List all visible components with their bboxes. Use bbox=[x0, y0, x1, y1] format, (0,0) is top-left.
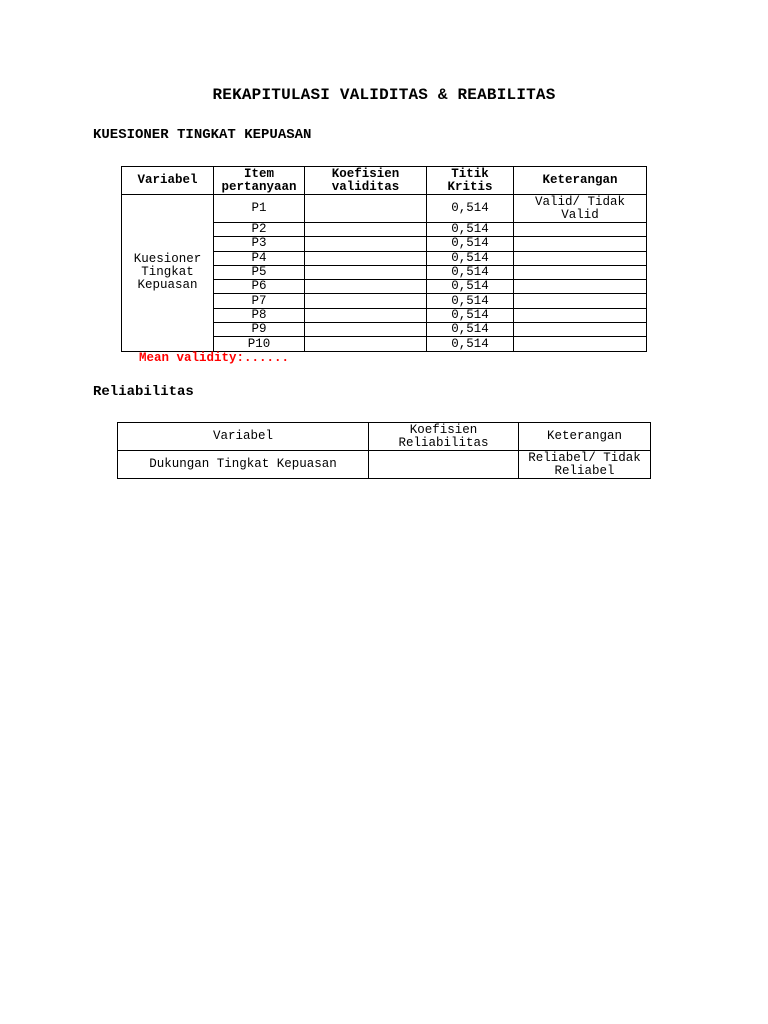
critical-value-cell: 0,514 bbox=[427, 223, 514, 237]
note-cell bbox=[514, 308, 647, 322]
header-keterangan: Keterangan bbox=[519, 423, 651, 451]
critical-value-cell: 0,514 bbox=[427, 265, 514, 279]
header-koefisien-validitas: Koefisien validitas bbox=[305, 167, 427, 195]
critical-value-cell: 0,514 bbox=[427, 237, 514, 251]
mean-validity-note: Mean validity:...... bbox=[139, 351, 290, 365]
note-cell bbox=[514, 237, 647, 251]
note-cell bbox=[514, 265, 647, 279]
note-cell bbox=[514, 223, 647, 237]
item-cell: P2 bbox=[214, 223, 305, 237]
critical-value-cell: 0,514 bbox=[427, 337, 514, 351]
validity-section-heading: KUESIONER TINGKAT KEPUASAN bbox=[93, 127, 312, 143]
header-koefisien-reliabilitas: Koefisien Reliabilitas bbox=[369, 423, 519, 451]
header-titik-kritis: Titik Kritis bbox=[427, 167, 514, 195]
item-cell: P10 bbox=[214, 337, 305, 351]
header-item-pertanyaan: Item pertanyaan bbox=[214, 167, 305, 195]
note-cell: Reliabel/ Tidak Reliabel bbox=[519, 451, 651, 479]
item-cell: P9 bbox=[214, 323, 305, 337]
coefficient-cell bbox=[305, 195, 427, 223]
coefficient-cell bbox=[369, 451, 519, 479]
item-cell: P5 bbox=[214, 265, 305, 279]
critical-value-cell: 0,514 bbox=[427, 323, 514, 337]
item-cell: P8 bbox=[214, 308, 305, 322]
coefficient-cell bbox=[305, 294, 427, 308]
item-cell: P6 bbox=[214, 280, 305, 294]
note-cell bbox=[514, 294, 647, 308]
coefficient-cell bbox=[305, 223, 427, 237]
note-cell bbox=[514, 337, 647, 351]
validity-table bbox=[121, 166, 647, 352]
header-variabel: Variabel bbox=[118, 423, 369, 451]
reliability-table bbox=[117, 422, 651, 479]
coefficient-cell bbox=[305, 323, 427, 337]
item-cell: P1 bbox=[214, 195, 305, 223]
reliability-section-heading: Reliabilitas bbox=[93, 384, 194, 400]
variable-cell: Kuesioner Tingkat Kepuasan bbox=[122, 195, 214, 352]
item-cell: P3 bbox=[214, 237, 305, 251]
table-header-row bbox=[118, 423, 651, 451]
page-title: REKAPITULASI VALIDITAS & REABILITAS bbox=[212, 86, 556, 104]
coefficient-cell bbox=[305, 237, 427, 251]
coefficient-cell bbox=[305, 280, 427, 294]
coefficient-cell bbox=[305, 308, 427, 322]
header-variabel: Variabel bbox=[122, 167, 214, 195]
note-cell bbox=[514, 323, 647, 337]
note-cell bbox=[514, 280, 647, 294]
critical-value-cell: 0,514 bbox=[427, 195, 514, 223]
variable-cell: Dukungan Tingkat Kepuasan bbox=[118, 451, 369, 479]
critical-value-cell: 0,514 bbox=[427, 251, 514, 265]
coefficient-cell bbox=[305, 337, 427, 351]
coefficient-cell bbox=[305, 265, 427, 279]
table-row bbox=[118, 451, 651, 479]
note-cell: Valid/ Tidak Valid bbox=[514, 195, 647, 223]
table-row bbox=[122, 195, 647, 223]
critical-value-cell: 0,514 bbox=[427, 308, 514, 322]
coefficient-cell bbox=[305, 251, 427, 265]
header-keterangan: Keterangan bbox=[514, 167, 647, 195]
note-cell bbox=[514, 251, 647, 265]
critical-value-cell: 0,514 bbox=[427, 280, 514, 294]
item-cell: P7 bbox=[214, 294, 305, 308]
critical-value-cell: 0,514 bbox=[427, 294, 514, 308]
item-cell: P4 bbox=[214, 251, 305, 265]
table-header-row bbox=[122, 167, 647, 195]
